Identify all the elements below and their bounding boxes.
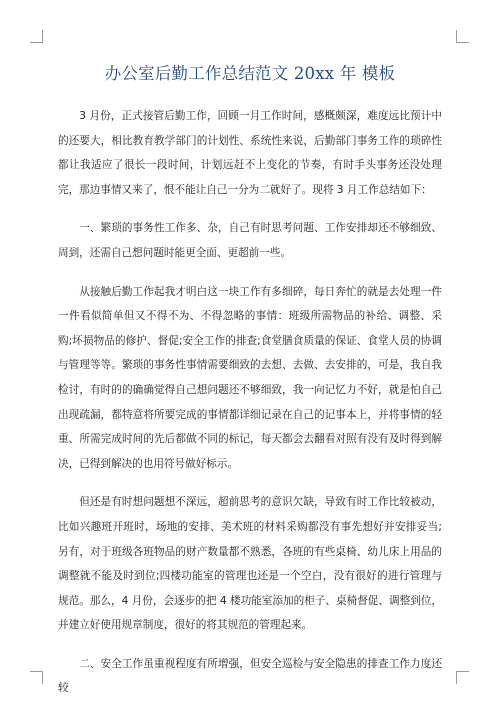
- paragraph-intro: 3 月份，正式接管后勤工作，回顾一月工作时间，感概颇深，难度远比预计中的还要大，相比教育教学部门的计划性、系统性来说，后勤部门事务工作的琐碎性都让我适应了很长一段时间，计划远赶不上变化的节奏，有时手头事务还没处理完，那边事情又来了，恨不能让自己一分为二就好了。现将 3 月工作总结如下：: [58, 110, 442, 196]
- crop-mark-top-right: [456, 30, 469, 43]
- paragraph-section-one-improvement: 但还是有时想问题想不深远，超前思考的意识欠缺，导致有时工作比较被动，比如兴趣班开班时，场地的安排、美术班的材料采购都没有事先想好并安排妥当;另有，对于班级各班物品的财产数量都不熟悉，各班的有些桌椅、幼儿床上用品的调整就不能及时到位;四楼功能室的管理也还是一个空白，没有很好的进行管理与规范。那么，4 月份，会逐步的把 4 楼功能室添加的柜子、桌椅督促、调整到位，并建立好使用规章制度，很好的将其规范的管理起来。: [58, 496, 442, 632]
- crop-mark-bottom-left: [30, 671, 43, 684]
- document-body: [58, 104, 442, 701]
- paragraph-section-one-detail: 从接触后勤工作起我才明白这一块工作有多细碎，每日奔忙的就是去处理一件一件看似简单但又不得不为、不得忽略的事情：班级所需物品的补给、调整、采购;坏损物品的修护、督促;安全工作的排查;食堂膳食质量的保证、食堂人员的协调与管理等等。繁琐的事务性事情需要细致的去想、去做、去安排的，可是，我自我检讨，有时的的确确觉得自己想问题还不够细致，我一向记忆力不好，就是怕自己出现疏漏，都特意将所要完成的事情都详细记录在自己的记事本上，并将事情的轻重、所需完成时间的先后都做不同的标记，每天都会去翻看对照有没有及时得到解决，已得到解决的也用符号做好标示。: [58, 285, 442, 470]
- paragraph-section-one-heading: 一、繁琐的事务性工作多、杂，自己有时思考问题、工作安排却还不够细致、周到，还需自己想问题时能更全面、更超前一些。: [58, 222, 442, 259]
- crop-mark-top-left: [30, 30, 43, 43]
- paragraph-section-two-heading: 二、安全工作虽重视程度有所增强，但安全巡检与安全隐患的排查工作力度还较: [58, 657, 442, 695]
- document-title: 办公室后勤工作总结范文 20xx 年 模板: [104, 64, 396, 83]
- crop-mark-bottom-right: [456, 671, 469, 684]
